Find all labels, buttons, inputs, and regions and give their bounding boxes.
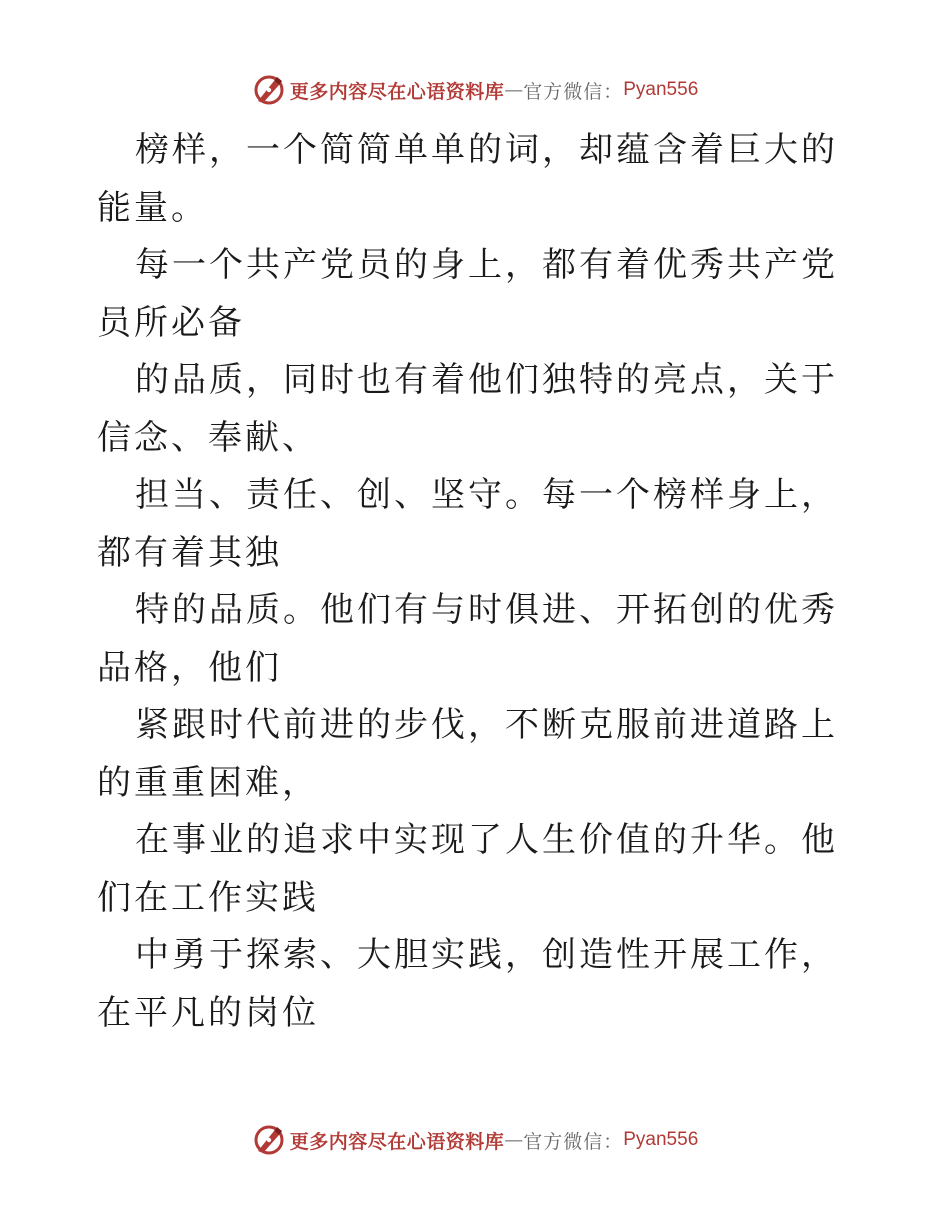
paragraph: 榜样，一个简简单单的词，却蕴含着巨大的能量。: [97, 130, 838, 228]
header-banner: [0, 70, 950, 110]
banner-wechat-id: Pyan556: [623, 1129, 699, 1150]
banner-site-text: 更多内容尽在心语资料库: [289, 80, 505, 103]
banner-wechat-label: 官方微信：: [523, 1130, 624, 1153]
banner-separator: —: [504, 79, 524, 101]
banner-separator: —: [504, 1129, 524, 1151]
paragraph: 在事业的追求中实现了人生价值的升华。他们在工作实践: [97, 820, 838, 918]
paragraph: 中勇于探索、大胆实践，创造性开展工作，在平凡的岗位: [97, 935, 838, 1033]
paragraph: 担当、责任、创、坚守。每一个榜样身上，都有着其独: [97, 475, 838, 573]
footer-banner: [0, 1120, 950, 1160]
paragraph: 每一个共产党员的身上，都有着优秀共产党员所必备: [97, 245, 838, 343]
paragraph: 紧跟时代前进的步伐，不断克服前进道路上的重重困难，: [97, 705, 838, 803]
paragraph: 的品质，同时也有着他们独特的亮点，关于信念、奉献、: [97, 360, 838, 458]
pen-logo-icon: [252, 73, 286, 107]
banner-site-text: 更多内容尽在心语资料库: [289, 1130, 505, 1153]
banner-wechat-id: Pyan556: [623, 79, 699, 100]
banner-wechat-label: 官方微信：: [523, 80, 624, 103]
document-body: [97, 122, 857, 1042]
pen-logo-icon: [252, 1123, 286, 1157]
paragraph: 特的品质。他们有与时俱进、开拓创的优秀品格，他们: [97, 590, 838, 688]
